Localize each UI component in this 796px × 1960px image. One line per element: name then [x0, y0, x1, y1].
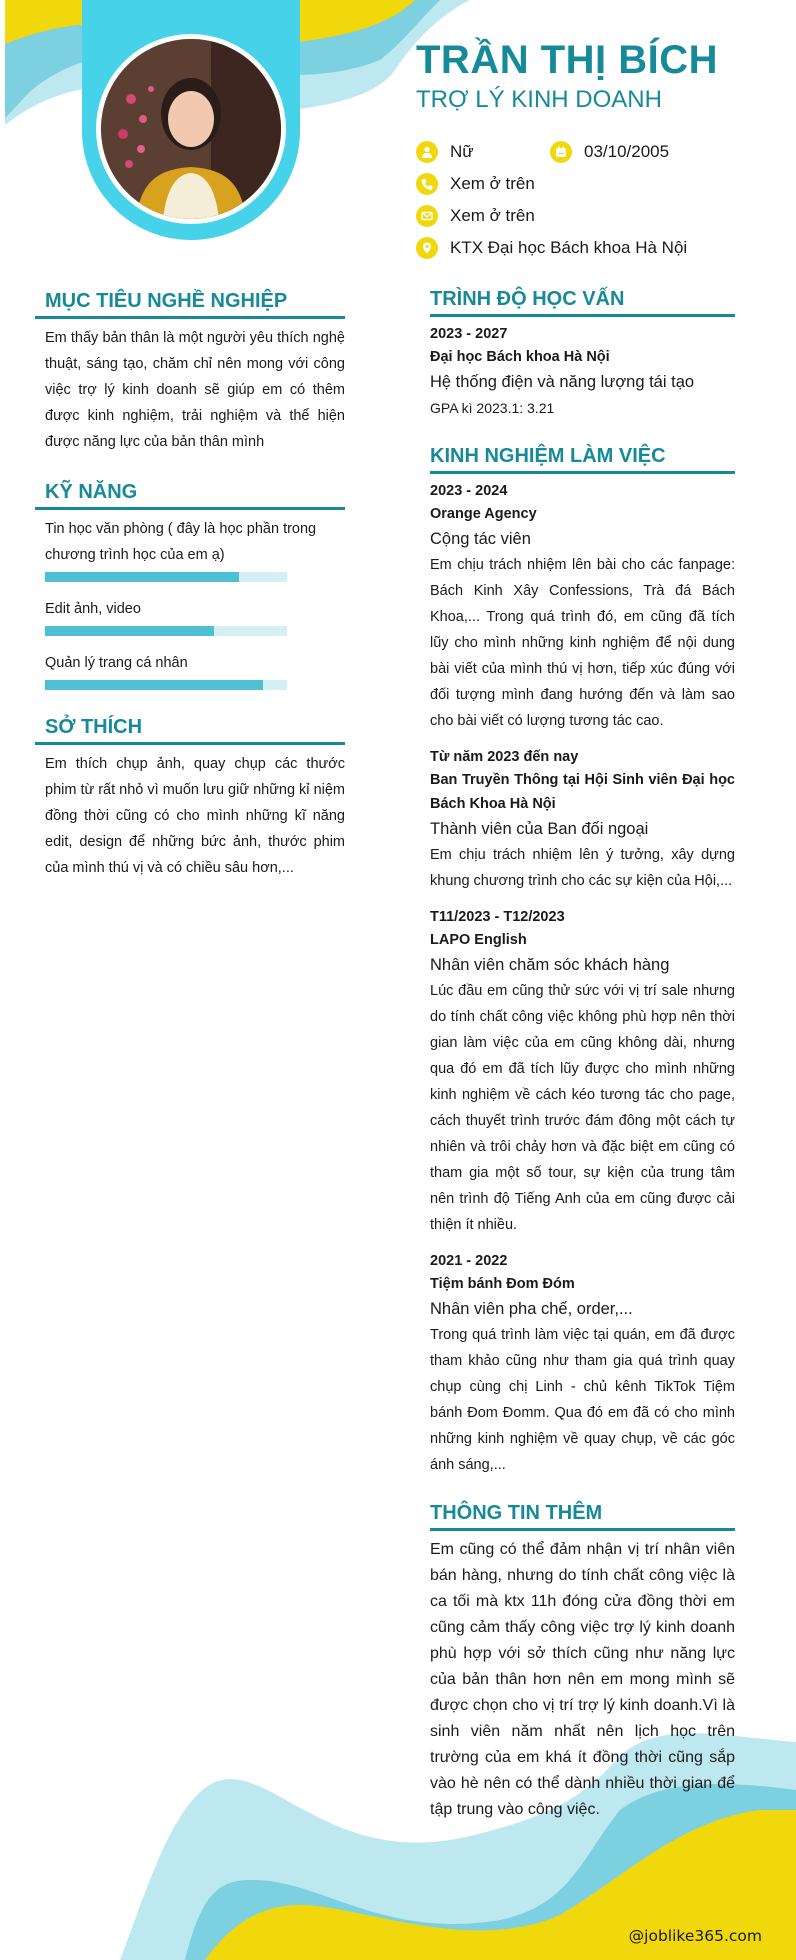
hobbies-text: Em thích chụp ảnh, quay chụp các thước phim từ rất nhỏ vì muốn lưu giữ những kỉ niệm đồng thời cũng có cho mình những kĩ năng edit, design để những bức ảnh, thước phim của mình thú vị và có chiều sâu hơn,... — [45, 756, 345, 876]
mail-icon — [416, 205, 438, 227]
experience-company: Tiệm bánh Đom Đóm — [430, 1276, 575, 1292]
experience-role: Cộng tác viên — [430, 530, 531, 548]
experience-company: LAPO English — [430, 932, 527, 948]
skill-bar-fill — [45, 572, 239, 582]
location-pin-icon — [416, 237, 438, 259]
contact-phone — [416, 168, 786, 200]
avatar-photo — [96, 34, 286, 224]
objective-section — [45, 288, 345, 455]
contact-info — [416, 136, 786, 264]
experience-description: Em chịu trách nhiệm lên ý tưởng, xây dựng khung chương trình cho các sự kiện của Hội,... — [430, 847, 735, 889]
education-title: TRÌNH ĐỘ HỌC VẤN — [430, 286, 735, 317]
skill-label: Edit ảnh, video — [45, 601, 141, 617]
skill-label: Quản lý trang cá nhân — [45, 655, 188, 671]
additional-info-text: Em cũng có thể đảm nhận vị trí nhân viên bán hàng, nhưng do tính chất công việc là ca tối mà ktx 11h đóng cửa đồng thời em cũng cảm thấy công việc trợ lý kinh doanh phù hợp với sở thích cũng như năng lực của bản thân hơn nên em mong mình sẽ được chọn cho vị trí trợ lý kinh doanh.Vì là sinh viên năm nhất nên lịch học trên trường của em khá ít đồng thời cũng sắp vào hè nên có thể dành nhiều thời gian để tập trung vào công việc. — [430, 1541, 735, 1818]
contact-row-gender-birthday — [416, 136, 786, 168]
contact-address — [416, 232, 786, 264]
skill-bar-fill — [45, 626, 214, 636]
additional-info-title: THÔNG TIN THÊM — [430, 1500, 735, 1531]
skill-item — [45, 650, 345, 690]
phone-icon — [416, 173, 438, 195]
experience-item — [430, 480, 735, 734]
experience-role: Nhân viên pha chế, order,... — [430, 1300, 633, 1318]
experience-description: Em chịu trách nhiệm lên bài cho các fanpage: Bách Kinh Xây Confessions, Trà đá Bách Khoa,... Trong quá trình đó, em cũng đã tích lũy cho mình những kinh nghiệm để nội dung bài viết của mình thú vị hơn, tiếp xúc đúng với đối tượng mình đang hướng đến và làm sao cho bài viết có lượng tương tác cao. — [430, 557, 735, 729]
experience-company: Ban Truyền Thông tại Hội Sinh viên Đại học Bách Khoa Hà Nội — [430, 772, 735, 812]
website-watermark[interactable]: @joblike365.com — [628, 1927, 762, 1945]
experience-section — [430, 443, 735, 1478]
experience-description: Trong quá trình làm việc tại quán, em đã được tham khảo cũng như tham gia quá trình quay chụp cùng chị Linh - chủ kênh TikTok Tiệm bánh Đom Đomm. Qua đó em đã có cho mình những kinh nghiệm về quay chụp, về các góc ánh sáng,... — [430, 1327, 735, 1473]
experience-period: Từ năm 2023 đến nay — [430, 749, 579, 765]
experience-item — [430, 906, 735, 1238]
experience-item — [430, 746, 735, 894]
skill-bar-track — [45, 680, 287, 690]
experience-title: KINH NGHIỆM LÀM VIỆC — [430, 443, 735, 474]
education-major: Hệ thống điện và năng lượng tái tạo — [430, 373, 695, 391]
hobbies-title: SỞ THÍCH — [35, 714, 345, 745]
left-column — [45, 288, 345, 881]
experience-period: 2023 - 2024 — [430, 483, 508, 499]
address-value: KTX Đại học Bách khoa Hà Nội — [450, 238, 688, 257]
experience-role: Nhân viên chăm sóc khách hàng — [430, 956, 670, 974]
experience-role: Thành viên của Ban đối ngoại — [430, 820, 649, 838]
right-column — [430, 286, 735, 1823]
calendar-icon — [550, 141, 572, 163]
header — [416, 36, 786, 116]
contact-gender — [416, 141, 550, 163]
education-gpa: GPA kì 2023.1: 3.21 — [430, 400, 555, 416]
email-value[interactable]: Xem ở trên — [450, 206, 535, 225]
skill-bar-fill — [45, 680, 263, 690]
user-icon — [416, 141, 438, 163]
experience-period: T11/2023 - T12/2023 — [430, 909, 565, 925]
skills-section — [45, 479, 345, 690]
phone-value[interactable]: Xem ở trên — [450, 174, 535, 193]
experience-description: Lúc đầu em cũng thử sức với vị trí sale nhưng do tính chất công việc không phù hợp nên thời gian làm việc của em cũng không dài, nhưng qua đó em đã tích lũy được cho mình những kinh nghiệm về cách kéo tương tác cho page, cách thuyết trình trước đám đông một cách tự nhiên và trôi chảy hơn và đặc biệt em cũng có tham gia một số tour, sự kiện của trung tâm nên trình độ Tiếng Anh của em cũng được cải thiện ít nhiều. — [430, 983, 735, 1233]
experience-company: Orange Agency — [430, 506, 537, 522]
education-period: 2023 - 2027 — [430, 326, 508, 342]
skill-item — [45, 596, 345, 636]
skill-bar-track — [45, 626, 287, 636]
skill-label: Tin học văn phòng ( đây là học phần trong chương trình học của em ạ) — [45, 521, 317, 563]
objective-title: MỤC TIÊU NGHỀ NGHIỆP — [35, 288, 345, 319]
skills-title: KỸ NĂNG — [35, 479, 345, 510]
contact-email — [416, 200, 786, 232]
education-section — [430, 286, 735, 421]
birthday-value: 03/10/2005 — [584, 142, 670, 161]
skill-bar-track — [45, 572, 287, 582]
education-school: Đại học Bách khoa Hà Nội — [430, 349, 610, 365]
experience-period: 2021 - 2022 — [430, 1253, 508, 1269]
gender-value: Nữ — [450, 142, 474, 161]
candidate-name: TRẦN THỊ BÍCH — [416, 38, 719, 82]
hobbies-section — [45, 714, 345, 881]
skill-item — [45, 516, 345, 582]
job-title: TRỢ LÝ KINH DOANH — [416, 86, 662, 113]
contact-birthday — [550, 141, 669, 163]
objective-text: Em thấy bản thân là một người yêu thích nghệ thuật, sáng tạo, chăm chỉ nên mong với công việc trợ lý kinh doanh sẽ giúp em có thêm được kinh nghiệm, trải nghiệm và thể hiện được năng lực của bản thân mình — [45, 330, 345, 450]
additional-info-section — [430, 1500, 735, 1823]
experience-item — [430, 1250, 735, 1478]
